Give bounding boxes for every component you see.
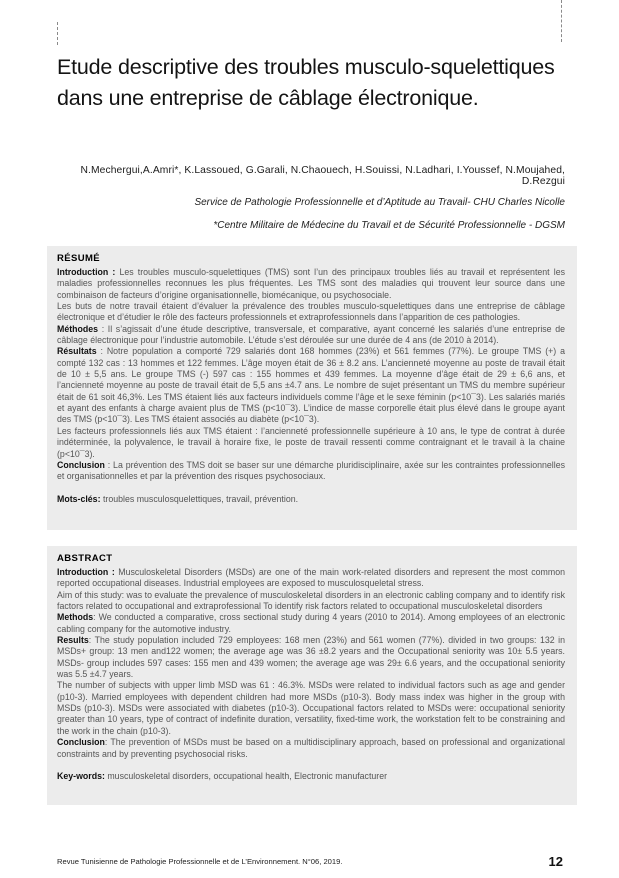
affiliation-1: Service de Pathologie Professionnelle et d’Aptitude au Travail- CHU Charles Nicolle bbox=[194, 197, 565, 208]
resume-paragraph-methodes bbox=[57, 324, 565, 347]
abstract-paragraph-conclusion bbox=[57, 737, 565, 760]
resume-label-conclusion: Conclusion bbox=[57, 459, 105, 470]
resume-paragraph-introduction bbox=[57, 267, 565, 301]
journal-reference: Revue Tunisienne de Pathologie Professionnelle et de L’Environnement. N°06, 2019. bbox=[57, 857, 343, 866]
abstract-paragraph-factors bbox=[57, 680, 565, 737]
byline bbox=[50, 165, 565, 243]
resume-keywords-text: troubles musculosquelettiques, travail, prévention. bbox=[100, 493, 299, 504]
abstract-keywords-label: Key-words: bbox=[57, 771, 105, 782]
resume-paragraph-resultats bbox=[57, 346, 565, 425]
abstract-paragraph-results bbox=[57, 635, 565, 680]
resume-heading: RÉSUMÉ bbox=[57, 253, 101, 264]
resume-keywords-label: Mots-clés: bbox=[57, 493, 101, 504]
resume-text-resultats: : Notre population a comporté 729 salariés dont 168 hommes (23%) et 561 femmes (77%). Le groupe TMS (+) a compté 132 cas : 13 hommes et 122 femmes. L’âge moyen était de 36 ± 8.2 ans. L’ancienneté moyenne au poste de travail était de 10 ± 5,5 ans. Le groupe TMS (-) 597 cas : 155 hommes et 439 femmes. La moyenne d’âge était de 29 ± 6,6 ans, et l’ancienneté moyenne au poste de travail était de 5,5 ans ±4.7 ans. Le nombre de sujet présentant un TMS du membre supérieur était de 61 soit 46,3%. Les TMS étaient liés aux facteurs individuels comme l’âge et le sexe féminin (p<10¯3). Les salariés mariés et ayant des enfants à charge avaient plus de TMS (p<10¯3). L’indice de masse corporelle était plus élevé dans le groupe ayant des TMS (p<10¯3). Les TMS étaient associés au diabète (p<10¯3). bbox=[57, 346, 565, 425]
abstract-paragraph-aim bbox=[57, 590, 565, 613]
abstract-text-methods: : We conducted a comparative, cross sectional study during 4 years (2010 to 2014). Among employees of an electronic cabling company for the automotive industry. bbox=[57, 612, 565, 634]
resume-paragraph-facteurs bbox=[57, 426, 565, 460]
resume-label-introduction: Introduction : bbox=[57, 267, 116, 277]
abstract-text-results: : The study population included 729 employees: 168 men (23%) and 561 women (77%). divided in two groups: 132 in MSDs+ group: 13 men and122 women; the average age was 36 ±8.2 years and the Occupational seniority was 10± 5.5 years. MSDs- group includes 597 cases: 155 men and 439 women; the average age was 29± 6.6 years, and the occupational seniority was 5.5 ±4.7 years. bbox=[57, 635, 565, 680]
abstract-keywords-text: musculoskeletal disorders, occupational health, Electronic manufacturer bbox=[104, 771, 388, 782]
resume-text-introduction: Les troubles musculo-squelettiques (TMS) sont l’un des principaux troubles liés au travail et représentent les maladies professionnelles reconnues les plus fréquentes. Les TMS sont des maladies qui trouvent leur source dans une combinaison de facteurs d’origine organisationnelle, biomécanique, ou psychosociale. bbox=[57, 267, 565, 300]
authors-line: N.Mechergui,A.Amri*, K.Lassoued, G.Garali, N.Chaouech, H.Souissi, N.Ladhari, I.Youssef, N.Moujahed, D.Rezgui bbox=[80, 165, 565, 187]
resume-text-methodes: : Il s’agissait d’une étude descriptive, transversale, et comparative, ayant concerné les salariés d’une entreprise de câblage électronique pour l’industrie automobile. L’étude s’est déroulée sur une durée de 4 ans (de 2010 à 2014). bbox=[57, 323, 565, 346]
abstract-text-conclusion: : The prevention of MSDs must be based on a multidisciplinary approach, based on professional and organizational constraints and by preventing psychosocial risks. bbox=[57, 737, 565, 759]
resume-paragraph-buts bbox=[57, 301, 565, 324]
resume-text-conclusion: : La prévention des TMS doit se baser sur une démarche pluridisciplinaire, axée sur les contraintes professionnelles et organisationnelles et par la prévention des risques psychosociaux. bbox=[57, 459, 565, 482]
abstract-text-introduction: Musculoskeletal Disorders (MSDs) are one of the main work-related disorders and represent the most common reported occupational diseases. Industrial employees are exposed to musculosqueletal stress. bbox=[57, 567, 565, 589]
resume-label-resultats: Résultats bbox=[57, 346, 97, 357]
abstract-paragraph-methods bbox=[57, 612, 565, 635]
resume-section bbox=[47, 246, 577, 530]
abstract-label-conclusion: Conclusion bbox=[57, 737, 105, 748]
page-title-line1: Etude descriptive des troubles musculo-squelettiques bbox=[57, 55, 555, 79]
abstract-section bbox=[47, 546, 577, 805]
resume-keywords bbox=[57, 494, 565, 505]
crop-mark-left bbox=[57, 22, 58, 45]
abstract-text-aim: Aim of this study: was to evaluate the prevalence of musculoskeletal disorders in an electronic cabling company and to identify risk factors related to occupational and extraprofessional To identify risk factors related to occupational musculoskeletal disorders bbox=[57, 589, 565, 612]
abstract-label-methods: Methods bbox=[57, 612, 94, 623]
abstract-text-factors: The number of subjects with upper limb MSD was 61 : 46.3%. MSDs were related to individual factors such as age and gender (p10-3). Married employees with dependent children had more MSDs (p10-3). Body mass index was higher in the group with MSDs (p10-3). MSDs were associated with diabetes (p10-3). Occupational factors related to MSDs were: occupational seniority greater than 10 years, type of contract of indefinite duration, versatility, fixed-time work, the workstation felt to be constraining and the work in the chain (p10-3). bbox=[57, 680, 565, 736]
page-title bbox=[57, 52, 569, 114]
abstract-paragraph-introduction bbox=[57, 567, 565, 590]
affiliation-2: *Centre Militaire de Médecine du Travail et de Sécurité Professionnelle - DGSM bbox=[213, 220, 565, 231]
abstract-label-results: Results bbox=[57, 635, 89, 646]
abstract-label-introduction: Introduction : bbox=[57, 567, 115, 577]
resume-paragraph-conclusion bbox=[57, 460, 565, 483]
crop-mark-right bbox=[561, 0, 562, 42]
resume-text-buts: Les buts de notre travail étaient d’évaluer la prévalence des troubles musculo-squelettiques dans une entreprise de câblage électronique et d’étudier le rôle des facteurs professionnels et extraprofessionnels dans l’apparition de ces pathologies. bbox=[57, 301, 565, 323]
abstract-heading: ABSTRACT bbox=[57, 553, 113, 564]
resume-label-methodes: Méthodes bbox=[57, 323, 99, 334]
page-footer bbox=[57, 849, 563, 869]
page-title-line2: dans une entreprise de câblage électronique. bbox=[57, 86, 479, 110]
resume-text-facteurs: Les facteurs professionnels liés aux TMS étaient : l’ancienneté professionnelle supérieure à 10 ans, le type de contrat à durée indéterminée, la polyvalence, le travail à horaire fixe, le poste de travail ressenti comme contraignant et le travail à la chaine (p<10¯3). bbox=[57, 425, 565, 459]
page-number: 12 bbox=[548, 854, 563, 869]
abstract-keywords bbox=[57, 771, 565, 782]
